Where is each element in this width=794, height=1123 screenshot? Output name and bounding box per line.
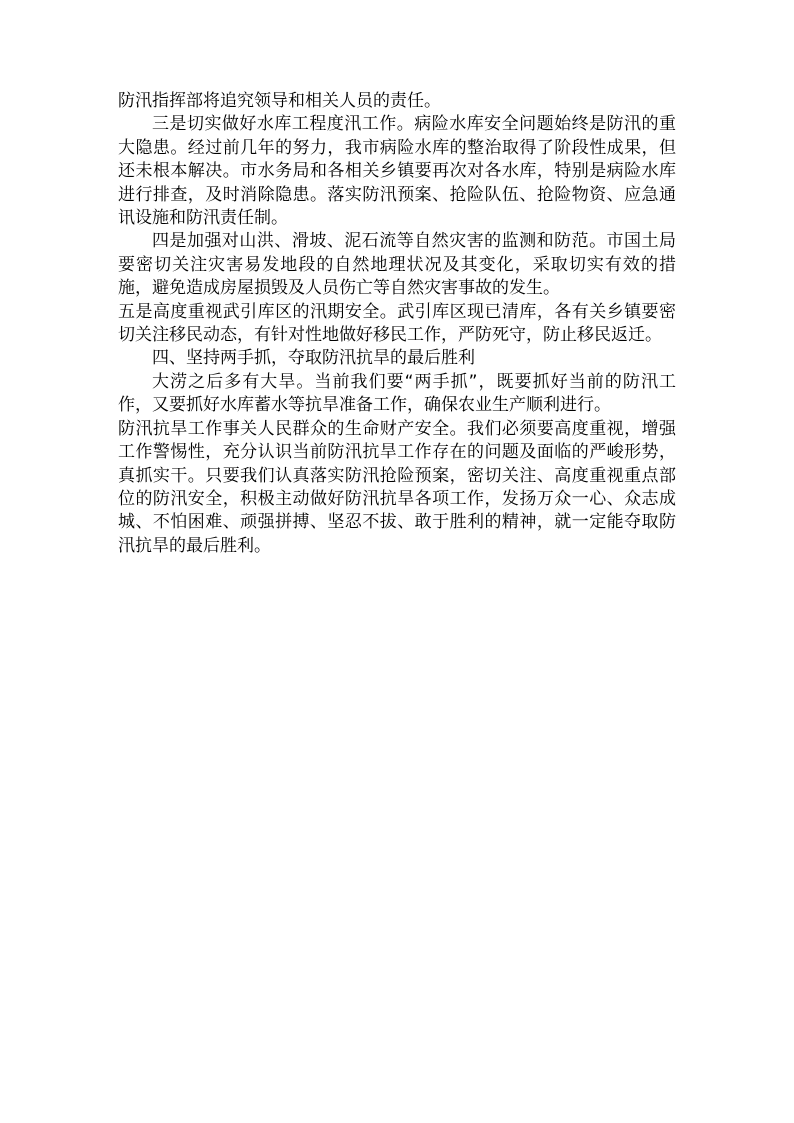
- paragraph-conclusion: 防汛抗旱工作事关人民群众的生命财产安全。我们必须要高度重视，增强工作警惕性，充分认识当前防汛抗旱工作存在的问题及面临的严峻形势，真抓实干。只要我们认真落实防汛抢险预案，密切关注、高度重视重点部位的防汛安全，积极主动做好防汛抗旱各项工作，发扬万众一心、众志成城、不怕困难、顽强拼搏、坚忍不拔、敢于胜利的精神，就一定能夺取防汛抗旱的最后胜利。: [118, 418, 676, 556]
- paragraph-wuyin-reservoir: 五是高度重视武引库区的汛期安全。武引库区现已清库，各有关乡镇要密切关注移民动态，有针对性地做好移民工作，严防死守，防止移民返迁。: [118, 301, 676, 346]
- section-heading-four: 四、坚持两手抓，夺取防汛抗旱的最后胜利: [152, 348, 475, 369]
- paragraph-disaster-monitoring: 四是加强对山洪、滑坡、泥石流等自然灾害的监测和防范。市国土局要密切关注灾害易发地段的自然地理状况及其变化，采取切实有效的措施，避免造成房屋损毁及人员伤亡等自然灾害事故的发生。: [118, 231, 676, 299]
- paragraph-responsibility: 防汛指挥部将追究领导和相关人员的责任。: [118, 91, 441, 111]
- paragraph-two-hands: 大涝之后多有大旱。当前我们要“两手抓”，既要抓好当前的防汛工作，又要抓好水库蓄水等抗旱准备工作，确保农业生产顺利进行。: [118, 371, 676, 416]
- paragraph-reservoir-safety: 三是切实做好水库工程度汛工作。病险水库安全问题始终是防汛的重大隐患。经过前几年的努力，我市病险水库的整治取得了阶段性成果，但还未根本解决。市水务局和各相关乡镇要再次对各水库，特别是病险水库进行排查，及时消除隐患。落实防汛预案、抢险队伍、抢险物资、应急通讯设施和防汛责任制。: [118, 114, 676, 229]
- document-body: [118, 90, 676, 558]
